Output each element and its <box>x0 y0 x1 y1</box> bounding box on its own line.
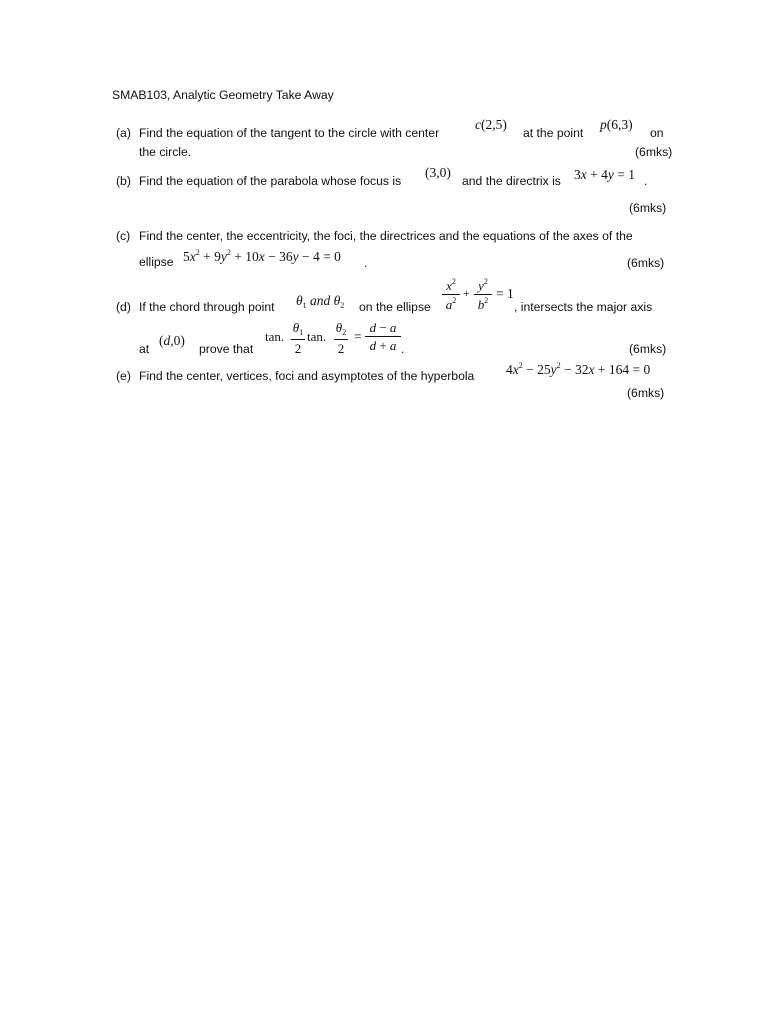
question-d-text-prove: prove that <box>199 342 254 356</box>
question-e-text: Find the center, vertices, foci and asymptotes of the hyperbola <box>139 369 475 383</box>
question-e-label: (e) <box>116 369 131 383</box>
frac-y-over-b: $\frac{y^2}{b^2}$ <box>474 278 492 311</box>
question-b-focus-math: (3,0) <box>425 165 451 180</box>
frac-theta2-over-2: $\frac{\theta_2}{2}$ <box>335 320 347 356</box>
question-c-label: (c) <box>116 229 131 243</box>
equals-one: = 1 <box>496 286 514 301</box>
frac-x-over-a: $\frac{x^2}{a^2}$ <box>442 278 460 311</box>
question-c-text-ellipse: ellipse <box>139 255 174 269</box>
tan-1: tan. <box>265 329 285 344</box>
question-a-point-math: p(6,3) <box>600 117 633 132</box>
question-a-marks: (6mks) <box>635 145 673 159</box>
question-b-period: . <box>644 174 648 188</box>
question-b-directrix-math: 3x + 4y = 1 <box>574 167 635 182</box>
question-d-theta-math: $\theta_1$ and $\theta_2$ <box>296 293 345 310</box>
question-a-text: Find the equation of the tangent to the circle with center <box>139 126 440 140</box>
question-a-center-math: c(2,5) <box>475 117 507 132</box>
question-d-text-at: at <box>139 342 150 356</box>
question-c-text: Find the center, the eccentricity, the foci, the directrices and the equations of the axes of the <box>139 229 633 243</box>
question-d-point-math: (d,0) <box>159 333 185 348</box>
equals-sign: = <box>354 329 362 344</box>
question-a-label: (a) <box>116 126 131 140</box>
question-b-label: (b) <box>116 174 131 188</box>
question-d-text-major-axis: , intersects the major axis <box>514 300 653 314</box>
question-b-text: Find the equation of the parabola whose focus is <box>139 174 402 188</box>
question-a-text-on: on <box>650 126 664 140</box>
question-d-text-on-ellipse: on the ellipse <box>359 300 431 314</box>
question-b-text-directrix: and the directrix is <box>462 174 561 188</box>
question-c-marks: (6mks) <box>627 256 665 270</box>
question-c-period: . <box>364 256 368 270</box>
document-title: SMAB103, Analytic Geometry Take Away <box>112 88 334 102</box>
frac-d-minus-a-over-d-plus-a: $\frac{d - a}{d + a}$ <box>365 321 401 352</box>
question-d-marks: (6mks) <box>629 342 667 356</box>
frac-theta1-over-2: $\frac{\theta_1}{2}$ <box>292 320 304 356</box>
tan-2: tan. <box>307 329 327 344</box>
question-d-period: . <box>401 342 405 356</box>
question-a-text-at-point: at the point <box>523 126 584 140</box>
question-d-text: If the chord through point <box>139 300 275 314</box>
question-c-ellipse-math: $5x^2 + 9y^2 + 10x - 36y - 4 = 0$ <box>183 248 341 264</box>
question-a-text-circle: the circle. <box>139 145 192 159</box>
question-d-label: (d) <box>116 300 131 314</box>
question-e-marks: (6mks) <box>627 386 665 400</box>
plus-sign: + <box>463 286 470 300</box>
question-b-marks: (6mks) <box>629 201 667 215</box>
question-e-hyperbola-math: $4x^2 - 25y^2 - 32x + 164 = 0$ <box>506 361 651 377</box>
